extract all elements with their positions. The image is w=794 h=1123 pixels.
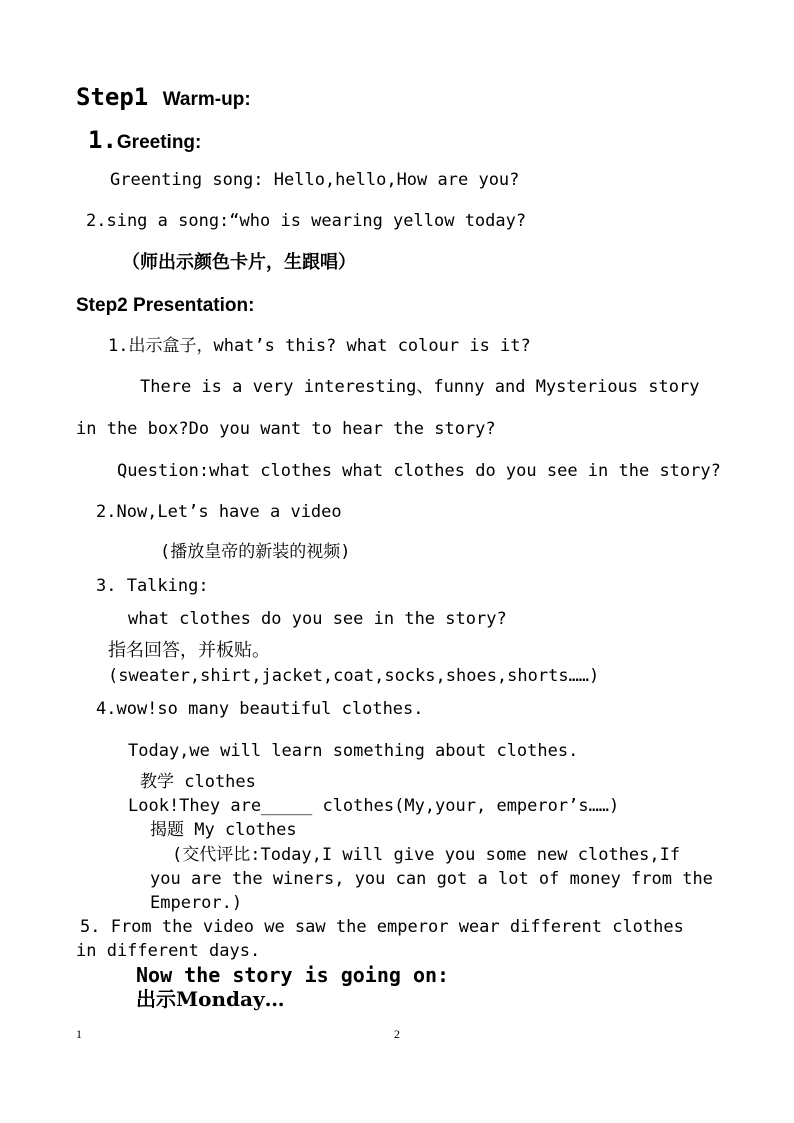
wow-line: 4.wow!so many beautiful clothes. (96, 699, 424, 719)
step2-heading: Step2 Presentation: (76, 295, 255, 316)
clothes-list: (sweater,shirt,jacket,coat,socks,shoes,shorts……) (108, 666, 600, 686)
page-number-right: 2 (394, 1027, 400, 1041)
reveal-title: 揭题 My clothes (150, 820, 297, 840)
reward-line-1: (交代评比:Today,I will give you some new clothes,If (172, 845, 681, 865)
step1-title: Warm-up: (162, 89, 251, 110)
sing-song-note: （师出示颜色卡片，生跟唱） (122, 252, 356, 273)
step1-heading (76, 84, 251, 112)
greeting-number: 1. (88, 126, 117, 154)
talking-instruction: 指名回答，并板贴。 (108, 640, 270, 661)
step1-label: Step1 (76, 83, 149, 111)
video-note: (播放皇帝的新装的视频) (160, 542, 351, 562)
today-line: Today,we will learn something about clothes. (128, 741, 579, 761)
box-line-3: in the box?Do you want to hear the story? (76, 419, 496, 439)
box-line-2: There is a very interesting、funny and Mysterious story (140, 377, 700, 397)
teach-clothes: 教学 clothes (140, 772, 256, 792)
greeting-label: Greeting: (116, 132, 202, 153)
talking-question: what clothes do you see in the story? (128, 609, 507, 629)
greeting-heading (88, 127, 201, 155)
greeting-song: Greenting song: Hello,hello,How are you? (110, 170, 520, 190)
page-number-left: 1 (76, 1027, 82, 1041)
look-line: Look!They are_____ clothes(My,your, emperor’s……) (128, 796, 620, 816)
show-monday: 出示Monday… (136, 987, 285, 1011)
box-question: Question:what clothes what clothes do you see in the story? (117, 461, 721, 481)
talking-line: 3. Talking: (96, 576, 209, 596)
sing-song-line: 2.sing a song:“who is wearing yellow today? (86, 211, 527, 231)
story-going-on: Now the story is going on: (136, 963, 450, 987)
reward-line-2: you are the winers, you can got a lot of money from the (150, 869, 713, 889)
video-emperor-line-1: 5. From the video we saw the emperor wear different clothes (80, 917, 684, 937)
video-emperor-line-2: in different days. (76, 941, 261, 961)
box-line-1: 1.出示盒子，what’s this? what colour is it? (108, 336, 531, 356)
reward-line-3: Emperor.) (150, 893, 243, 913)
video-line: 2.Now,Let’s have a video (96, 502, 342, 522)
